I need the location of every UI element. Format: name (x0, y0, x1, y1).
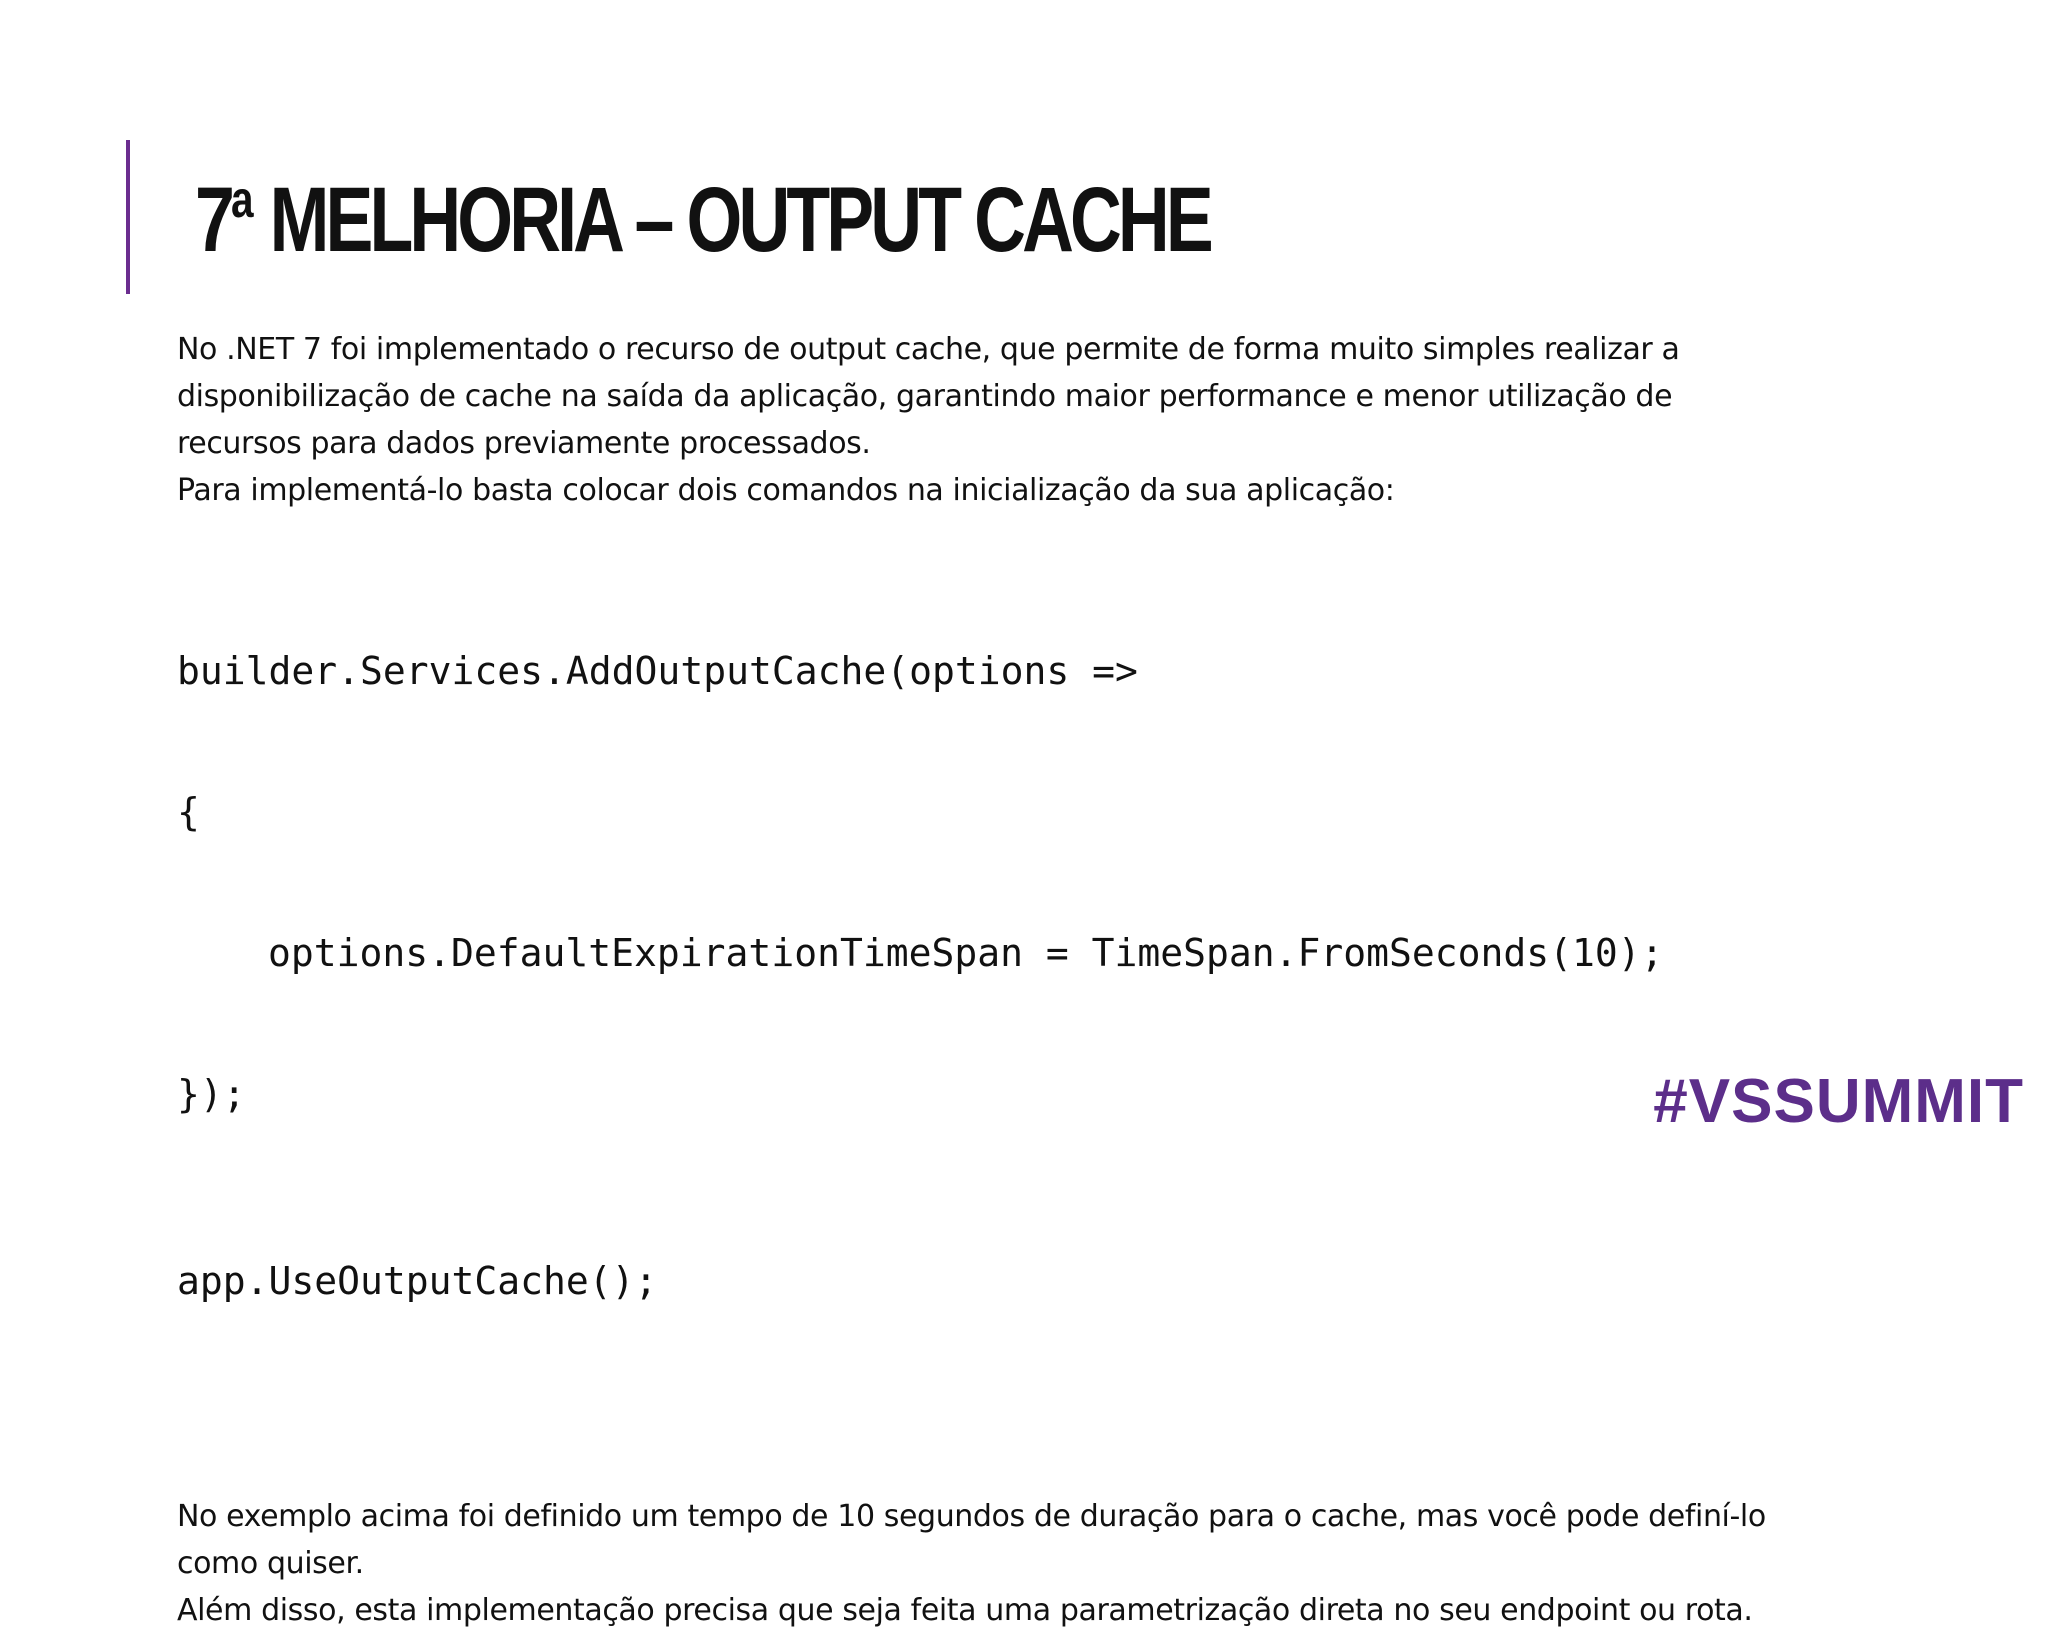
notes-paragraph (177, 1493, 1937, 1634)
intro-line: No .NET 7 foi implementado o recurso de output cache, que permite de forma muito simples realizar a (177, 332, 1680, 367)
intro-line: recursos para dados previamente processados. (177, 426, 871, 461)
code-line: }); (177, 1072, 246, 1116)
code-line: builder.Services.AddOutputCache(options => (177, 649, 1138, 693)
title-number: 7 (195, 169, 232, 271)
notes-line: Além disso, esta implementação precisa que seja feita uma parametrização direta no seu endpoint ou rota. (177, 1593, 1753, 1628)
event-hashtag: #VSSUMMIT (1653, 1067, 2024, 1136)
title-text: MELHORIA – OUTPUT CACHE (253, 169, 1210, 271)
intro-line: disponibilização de cache na saída da aplicação, garantindo maior performance e menor utilização de (177, 379, 1673, 414)
intro-paragraph (177, 326, 1937, 514)
intro-line: Para implementá-lo basta colocar dois comandos na inicialização da sua aplicação: (177, 473, 1395, 508)
code-line: { (177, 790, 200, 834)
notes-line: como quiser. (177, 1546, 364, 1581)
code-line: options.DefaultExpirationTimeSpan = TimeSpan.FromSeconds(10); (268, 931, 1664, 975)
title-ordinal-superscript: a (231, 171, 254, 229)
code-block (177, 554, 1937, 1399)
notes-line: No exemplo acima foi definido um tempo de 10 segundos de duração para o cache, mas você pode definí-lo (177, 1499, 1766, 1534)
slide-title (195, 160, 1210, 280)
code-line: app.UseOutputCache(); (177, 1259, 658, 1303)
title-accent-bar (126, 140, 130, 294)
slide-body (177, 326, 1937, 1634)
